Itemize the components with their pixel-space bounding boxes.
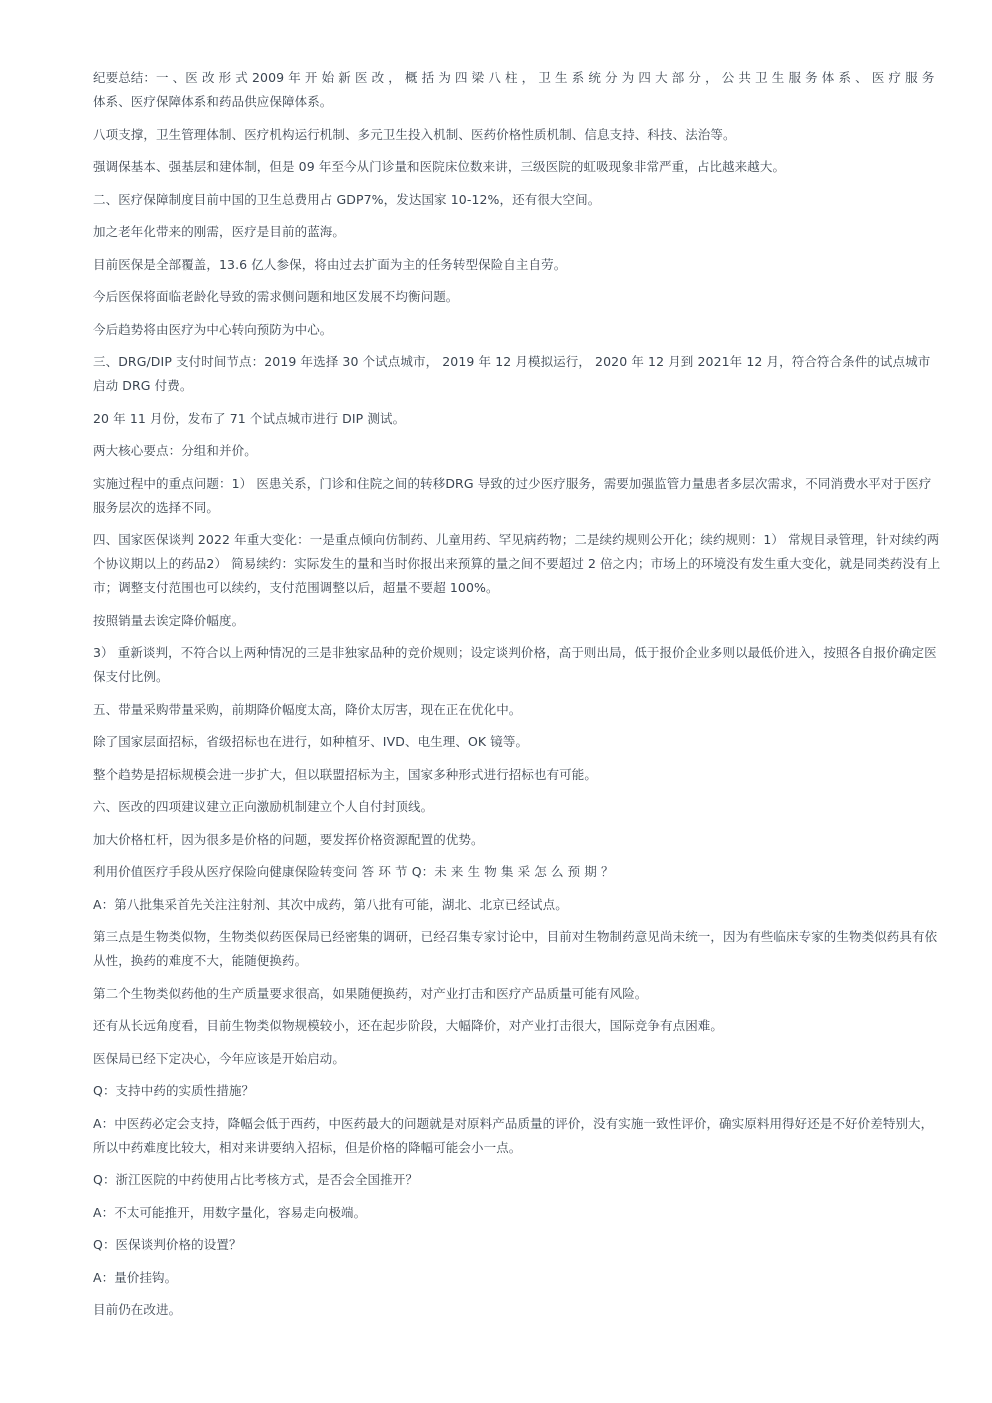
- paragraph: 加大价格杠杆，因为很多是价格的问题，要发挥价格资源配置的优势。: [93, 831, 484, 847]
- paragraph-section-heading: 六、医改的四项建议建立正向激励机制建立个人自付封顶线。: [93, 799, 434, 814]
- paragraph-question: Q：支持中药的实质性措施？: [93, 1083, 255, 1098]
- paragraph-question: Q：浙江医院的中药使用占比考核方式，是否会全国推开？: [93, 1172, 418, 1187]
- paragraph: 第二个生物类似药他的生产质量要求很高，如果随便换药，对产业打击和医疗产品质量可能有风险。: [93, 985, 648, 1001]
- paragraph: 3） 重新谈判，不符合以上两种情况的三是非独家品种的竞价规则；设定谈判价格，高于则出局，低于报价企业多则以最低价进入，按照各自报价确定医保支付比例。: [93, 645, 937, 684]
- paragraph: 加之老年化带来的刚需，医疗是目前的蓝海。: [93, 224, 346, 239]
- paragraph-qa-heading: 利用价值医疗手段从医疗保险向健康保险转变问 答 环 节 Q：未 来 生 物 集 采 怎 么 预 期 ？: [93, 864, 614, 879]
- paragraph: 今后医保将面临老龄化导致的需求侧问题和地区发展不均衡问题。: [93, 289, 459, 304]
- paragraph: 还有从长远角度看，目前生物类似物规模较小，还在起步阶段，大幅降价，对产业打击很大，国际竞争有点困难。: [93, 1018, 724, 1033]
- paragraph: 20 年 11 月份，发布了 71 个试点城市进行 DIP 测试。: [93, 410, 406, 426]
- paragraph-section-heading: 四、国家医保谈判 2022 年重大变化：一是重点倾向仿制药、儿童用药、罕见病药物；二是续约规则公开化；续约规则：1） 常规目录管理，针对续约两个协议期以上的药品2） 简易续约：实际发生的量和当时你报出来预算的量之间不要超过 2 倍之内；市场上的环境没有发生重大变化，就是同类药没有上市；调整支付范围也可以续约，支付范围调整以后，超量不要超 100%。: [93, 532, 941, 595]
- paragraph: 第三点是生物类似物，生物类似药医保局已经密集的调研，已经召集专家讨论中，目前对生物制药意见尚未统一，因为有些临床专家的生物类似药具有依从性，换药的难度不大，能随便换药。: [93, 929, 938, 968]
- paragraph: 按照销量去诶定降价幅度。: [93, 612, 245, 628]
- paragraph: 强调保基本、强基层和建体制，但是 09 年至今从门诊量和医院床位数来讲，三级医院的虹吸现象非常严重，占比越来越大。: [93, 159, 786, 174]
- paragraph-section-heading: 五、带量采购带量采购，前期降价幅度太高，降价太厉害，现在正在优化中。: [93, 701, 522, 717]
- paragraph: 目前医保是全部覆盖，13.6 亿人参保，将由过去扩面为主的任务转型保险自主自劳。: [93, 256, 567, 272]
- paragraph-summary-intro: 纪要总结：一 、医 改 形 式 2009 年 开 始 新 医 改 ， 概 括 为 四 梁 八 柱 ， 卫 生 系 统 分 为 四 大 部 分 ， 公 共 卫 生 服 务 体 系 、 医 疗 服 务 体系、医疗保障体系和药品供应保障体系。: [93, 70, 935, 109]
- paragraph: 医保局已经下定决心，今年应该是开始启动。: [93, 1050, 346, 1066]
- paragraph: 目前仍在改进。: [93, 1302, 182, 1317]
- paragraph-section-heading: 二、医疗保障制度目前中国的卫生总费用占 GDP7%，发达国家 10-12%，还有很大空间。: [93, 191, 601, 207]
- paragraph: 整个趋势是招标规模会进一步扩大，但以联盟招标为主，国家多种形式进行招标也有可能。: [93, 766, 598, 782]
- paragraph-question: Q：医保谈判价格的设置？: [93, 1237, 242, 1252]
- paragraph: 今后趋势将由医疗为中心转向预防为中心。: [93, 321, 333, 337]
- paragraph: 两大核心要点：分组和并价。: [93, 443, 257, 458]
- paragraph-section-heading: 三、DRG/DIP 支付时间节点：2019 年选择 30 个试点城市， 2019 年 12 月模拟运行， 2020 年 12 月到 2021年 12 月，符合符合条件的试点城市启动 DRG 付费。: [93, 354, 931, 393]
- paragraph-answer: A：量价挂钩。: [93, 1269, 178, 1285]
- document-body: [93, 66, 941, 1331]
- paragraph: 八项支撑，卫生管理体制、医疗机构运行机制、多元卫生投入机制、医药价格性质机制、信息支持、科技、法治等。: [93, 126, 736, 142]
- paragraph: 除了国家层面招标，省级招标也在进行，如种植牙、IVD、电生理、OK 镜等。: [93, 734, 529, 749]
- paragraph-answer: A：不太可能推开，用数字量化，容易走向极端。: [93, 1204, 367, 1220]
- paragraph-answer: A：第八批集采首先关注注射剂、其次中成药，第八批有可能，湖北、北京已经试点。: [93, 896, 568, 912]
- paragraph-answer: A：中医药必定会支持，降幅会低于西药，中医药最大的问题就是对原料产品质量的评价，没有实施一致性评价，确实原料用得好还是不好价差特别大，所以中药难度比较大，相对来讲要纳入招标，但是价格的降幅可能会小一点。: [93, 1115, 934, 1155]
- paragraph: 实施过程中的重点问题：1） 医患关系，门诊和住院之间的转移DRG 导致的过少医疗服务，需要加强监管力量患者多层次需求，不同消费水平对于医疗服务层次的选择不同。: [93, 475, 932, 515]
